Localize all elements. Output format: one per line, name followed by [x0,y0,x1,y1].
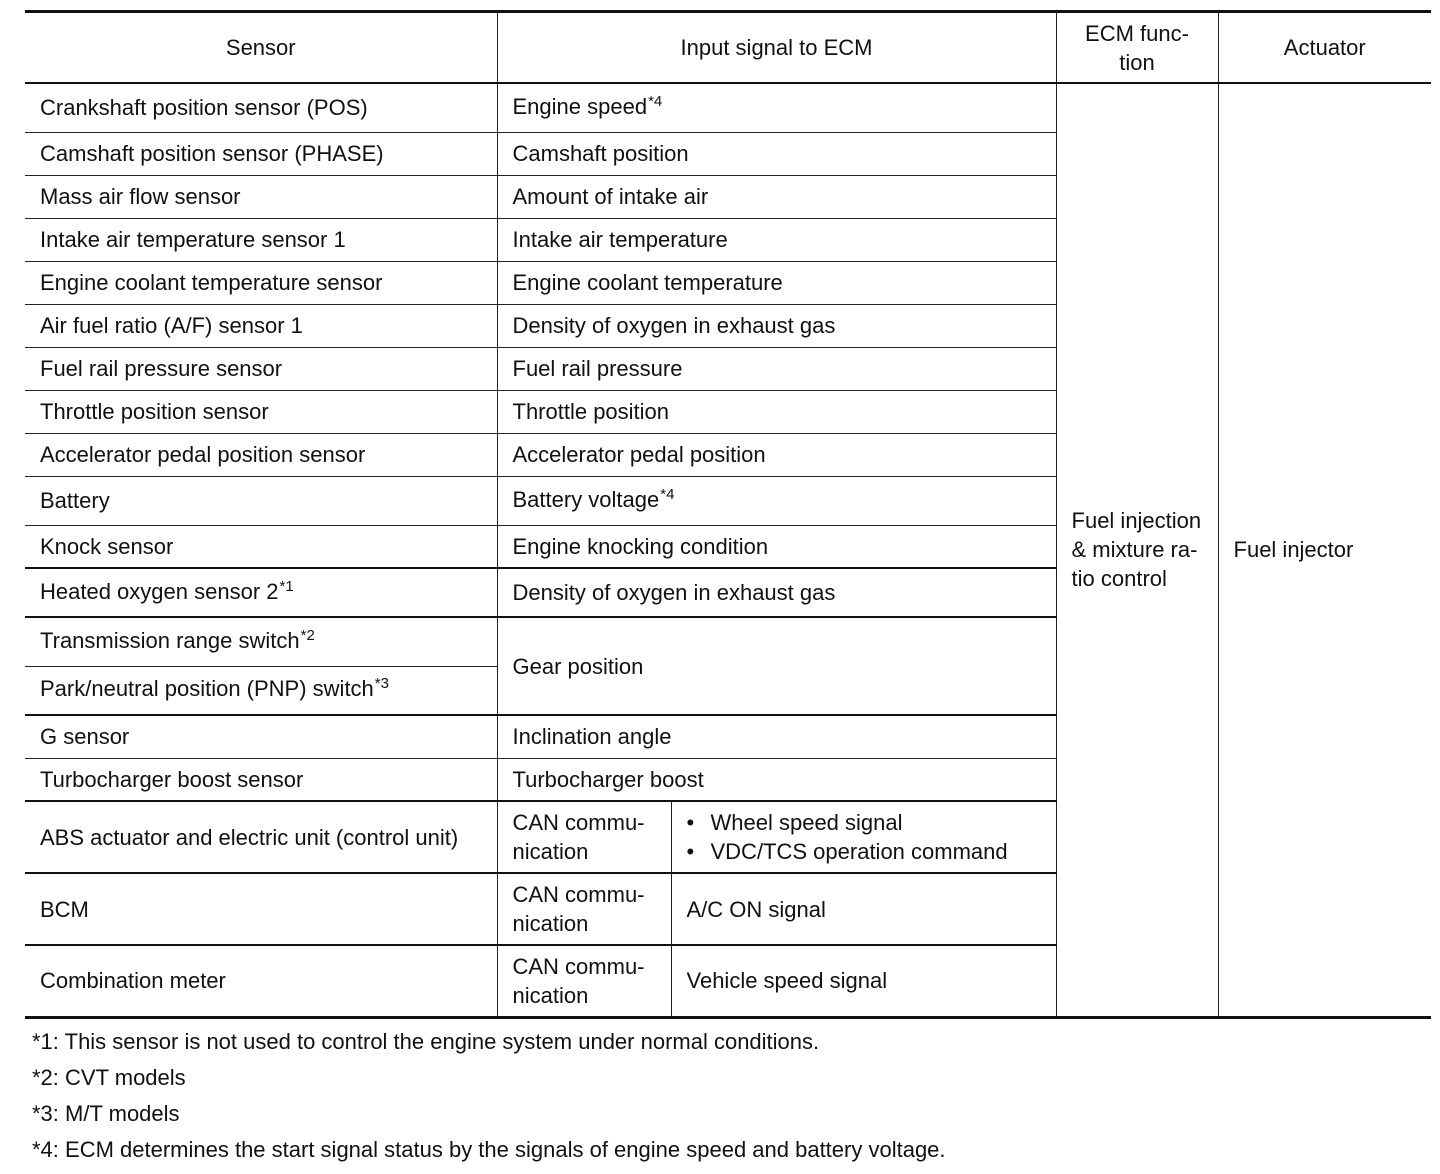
signals-cell: A/C ON signal [671,873,1056,945]
sensor-cell: Fuel rail pressure sensor [25,347,497,390]
input-cell: Accelerator pedal position [497,433,1056,476]
sensor-cell: Transmission range switch$^{*2}$ [25,617,497,666]
list-item: • VDC/TCS operation command [686,839,1008,864]
input-cell: Inclination angle [497,715,1056,758]
footnote: *3: M/T models [32,1101,180,1126]
sensor-cell: Park/neutral position (PNP) switch$^{*3}$ [25,666,497,715]
sensor-cell: Crankshaft position sensor (POS) [25,83,497,132]
input-cell: Camshaft position [497,132,1056,175]
input-cell: Engine coolant temperature [497,261,1056,304]
table-header-row [25,12,1431,84]
sensor-cell: Throttle position sensor [25,390,497,433]
footnote: *4: ECM determines the start signal status by the signals of engine speed and battery voltage. [32,1137,946,1162]
sensor-cell: Battery [25,476,497,525]
sensor-cell: Heated oxygen sensor 2$^{*1}$ [25,568,497,617]
sensor-cell: Knock sensor [25,525,497,568]
ecm-function-cell: Fuel injection & mixture ra- tio control [1056,83,1218,1017]
input-cell: Density of oxygen in exhaust gas [497,568,1056,617]
sensor-cell: G sensor [25,715,497,758]
medium-cell: CAN commu- nication [497,801,671,873]
signal-list [687,808,1041,866]
footnote-mark: *1 [279,577,294,595]
medium-cell: CAN commu- nication [497,945,671,1017]
sensor-cell: Air fuel ratio (A/F) sensor 1 [25,304,497,347]
footnote-mark: *2 [300,626,315,644]
footnote: *2: CVT models [32,1065,186,1090]
sensor-cell: Camshaft position sensor (PHASE) [25,132,497,175]
sensor-cell: ABS actuator and electric unit (control unit) [25,801,497,873]
input-cell: Battery voltage$^{*4}$ [497,476,1056,525]
input-cell: Turbocharger boost [497,758,1056,801]
input-cell: Intake air temperature [497,218,1056,261]
footnote-mark: *4 [648,92,663,110]
footnote: *1: This sensor is not used to control the engine system under normal conditions. [32,1029,820,1054]
header-sensor: Sensor [25,12,497,84]
sensor-cell: Turbocharger boost sensor [25,758,497,801]
signals-cell [671,801,1056,873]
input-cell: Fuel rail pressure [497,347,1056,390]
sensor-cell: Mass air flow sensor [25,175,497,218]
input-cell: Engine knocking condition [497,525,1056,568]
footnote-mark: *4 [660,485,675,503]
input-cell: Amount of intake air [497,175,1056,218]
input-cell: Engine speed$^{*4}$ [497,83,1056,132]
list-item: • Wheel speed signal [686,810,903,835]
footnote-mark: *3 [374,675,389,693]
table-row [25,83,1431,132]
signals-cell: Vehicle speed signal [671,945,1056,1017]
input-cell: Density of oxygen in exhaust gas [497,304,1056,347]
sensor-cell: BCM [25,873,497,945]
ecm-input-output-table [25,10,1431,1019]
input-cell: Throttle position [497,390,1056,433]
footnotes [32,1024,946,1168]
medium-cell: CAN commu- nication [497,873,671,945]
actuator-cell: Fuel injector [1218,83,1431,1017]
header-actuator: Actuator [1218,12,1431,84]
sensor-cell: Intake air temperature sensor 1 [25,218,497,261]
sensor-cell: Engine coolant temperature sensor [25,261,497,304]
header-input-signal: Input signal to ECM [497,12,1056,84]
sensor-cell: Accelerator pedal position sensor [25,433,497,476]
sensor-cell: Combination meter [25,945,497,1017]
input-cell: Gear position [497,617,1056,715]
header-ecm-function: ECM func- tion [1056,12,1218,84]
